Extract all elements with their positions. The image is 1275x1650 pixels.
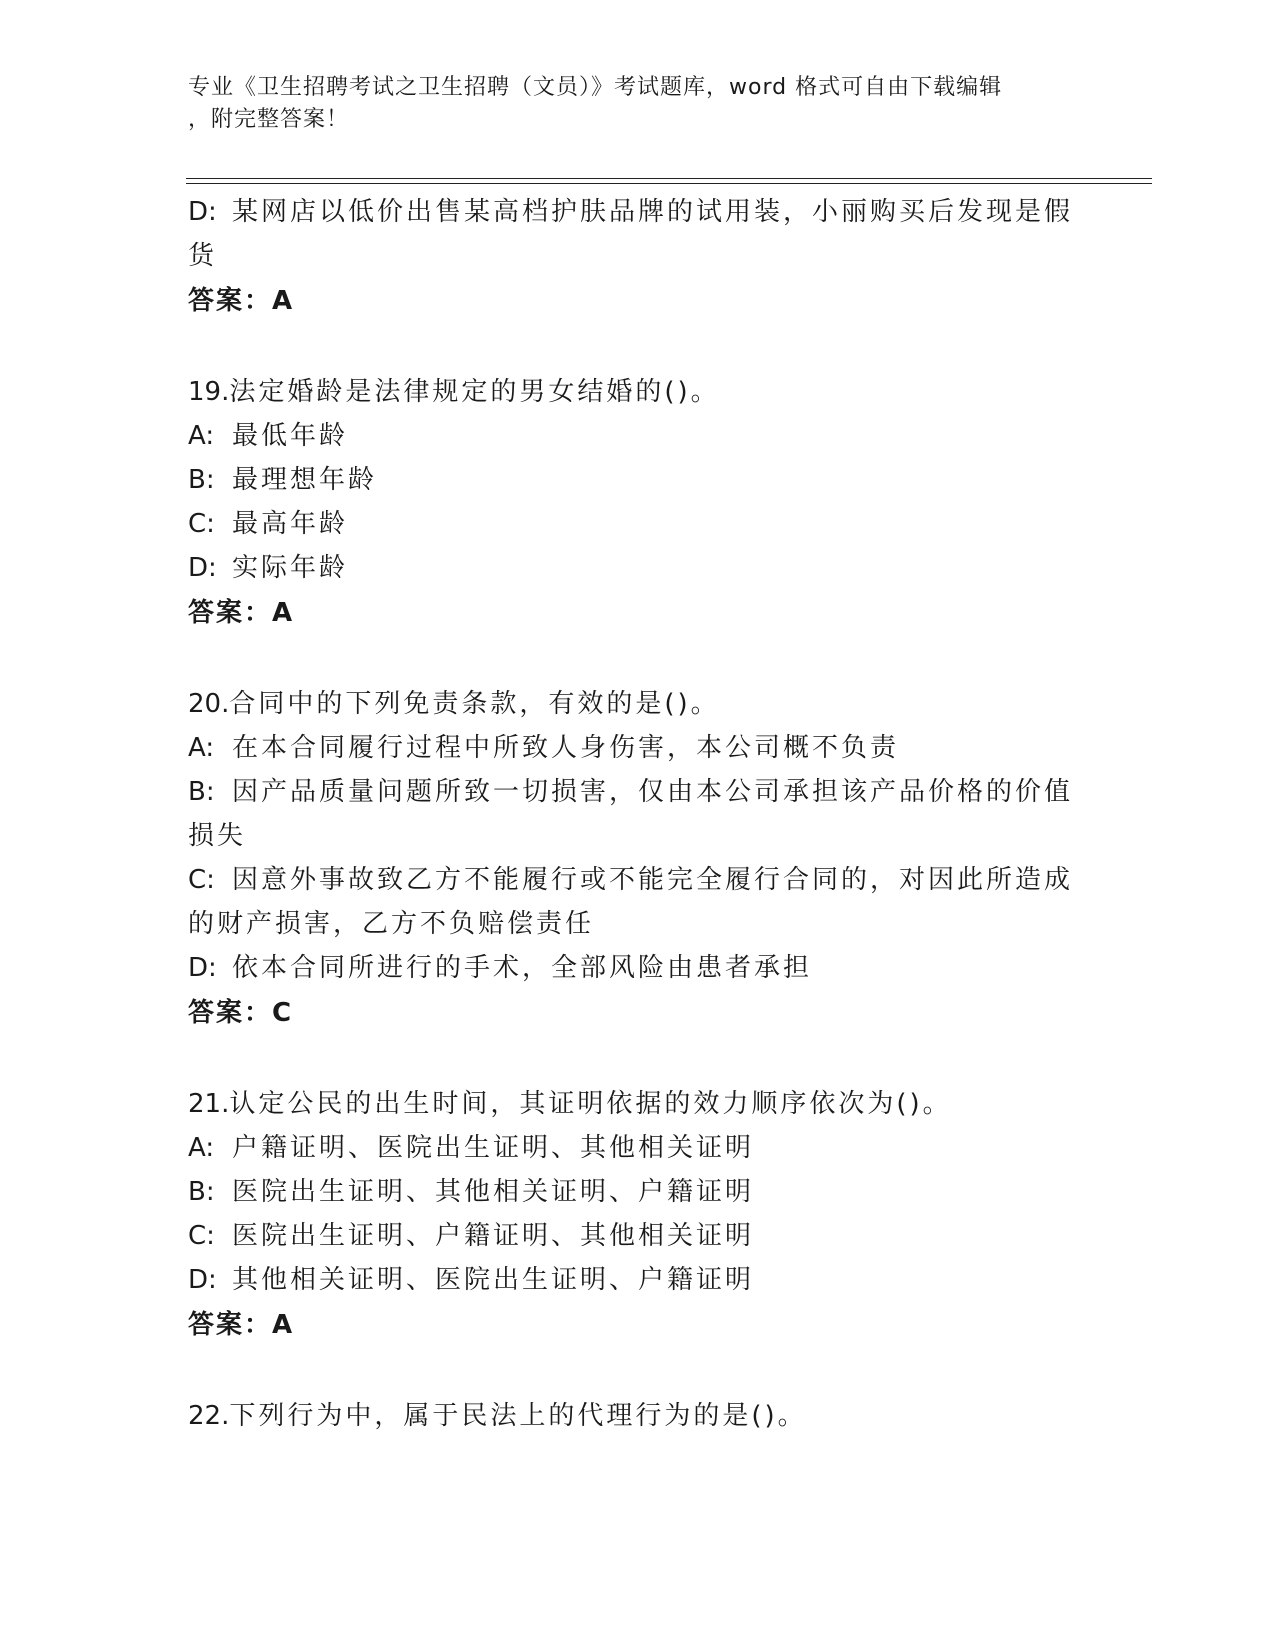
option-key: A: xyxy=(188,733,215,763)
option-text: 某网店以低价出售某高档护肤品牌的试用装，小丽购买后发现是假 xyxy=(232,197,1074,227)
question-text: 认定公民的出生时间，其证明依据的效力顺序依次为()。 xyxy=(229,1089,952,1119)
option-text: 医院出生证明、户籍证明、其他相关证明 xyxy=(232,1221,755,1251)
question-list xyxy=(188,190,1078,1438)
answer-line: 答案：C xyxy=(188,998,294,1028)
question-text: 合同中的下列免责条款，有效的是()。 xyxy=(229,689,720,719)
option-key: C: xyxy=(188,509,215,539)
header-divider-top xyxy=(186,178,1152,179)
question-text: 下列行为中，属于民法上的代理行为的是()。 xyxy=(229,1401,807,1431)
header-line-2: ，附完整答案！ xyxy=(188,107,350,132)
option-text: 最低年龄 xyxy=(232,421,349,451)
option-d xyxy=(188,946,1078,990)
question-20 xyxy=(188,682,1078,1036)
option-text: 户籍证明、医院出生证明、其他相关证明 xyxy=(232,1133,755,1163)
question-stem xyxy=(188,1394,1078,1438)
option-d xyxy=(188,546,1078,590)
header-divider-bottom xyxy=(186,183,1152,184)
option-continuation: 货 xyxy=(188,241,218,271)
option-key: D: xyxy=(188,1265,217,1295)
question-number: 20. xyxy=(188,689,230,719)
option-a xyxy=(188,1126,1078,1170)
option-text: 因意外事故致乙方不能履行或不能完全履行合同的，对因此所造成 xyxy=(232,865,1074,895)
option-continuation: 损失 xyxy=(188,821,247,851)
question-19 xyxy=(188,370,1078,636)
option-key: A: xyxy=(188,1133,215,1163)
option-key: D: xyxy=(188,197,217,227)
question-stem xyxy=(188,370,1078,414)
option-text: 实际年龄 xyxy=(232,553,349,583)
option-d xyxy=(188,1258,1078,1302)
question-21 xyxy=(188,1082,1078,1348)
option-text: 其他相关证明、医院出生证明、户籍证明 xyxy=(232,1265,755,1295)
question-stem xyxy=(188,682,1078,726)
question-22 xyxy=(188,1394,1078,1438)
option-b xyxy=(188,458,1078,502)
answer-line: 答案：A xyxy=(188,286,295,316)
question-text: 法定婚龄是法律规定的男女结婚的()。 xyxy=(229,377,720,407)
option-a xyxy=(188,726,1078,770)
answer-line: 答案：A xyxy=(188,598,295,628)
question-number: 21. xyxy=(188,1089,230,1119)
option-d xyxy=(188,190,1078,234)
option-key: C: xyxy=(188,865,215,895)
option-text: 在本合同履行过程中所致人身伤害，本公司概不负责 xyxy=(232,733,900,763)
question-number: 19. xyxy=(188,377,230,407)
option-text: 依本合同所进行的手术，全部风险由患者承担 xyxy=(232,953,813,983)
option-text: 最理想年龄 xyxy=(232,465,378,495)
option-text: 医院出生证明、其他相关证明、户籍证明 xyxy=(232,1177,755,1207)
option-key: B: xyxy=(188,777,215,807)
header-line-1: 专业《卫生招聘考试之卫生招聘（文员）》考试题库，word 格式可自由下载编辑 xyxy=(188,75,1003,100)
option-key: B: xyxy=(188,465,215,495)
option-a xyxy=(188,414,1078,458)
prev-question-tail xyxy=(188,190,1078,324)
option-text: 最高年龄 xyxy=(232,509,349,539)
question-number: 22. xyxy=(188,1401,230,1431)
option-key: D: xyxy=(188,953,217,983)
option-b xyxy=(188,1170,1078,1214)
option-key: C: xyxy=(188,1221,215,1251)
option-c xyxy=(188,1214,1078,1258)
option-key: D: xyxy=(188,553,217,583)
answer-line: 答案：A xyxy=(188,1310,295,1340)
option-continuation: 的财产损害，乙方不负赔偿责任 xyxy=(188,909,595,939)
option-c xyxy=(188,858,1078,902)
option-key: A: xyxy=(188,421,215,451)
document-header xyxy=(188,72,1068,136)
option-text: 因产品质量问题所致一切损害，仅由本公司承担该产品价格的价值 xyxy=(232,777,1074,807)
option-key: B: xyxy=(188,1177,215,1207)
option-c xyxy=(188,502,1078,546)
option-b xyxy=(188,770,1078,814)
question-stem xyxy=(188,1082,1078,1126)
